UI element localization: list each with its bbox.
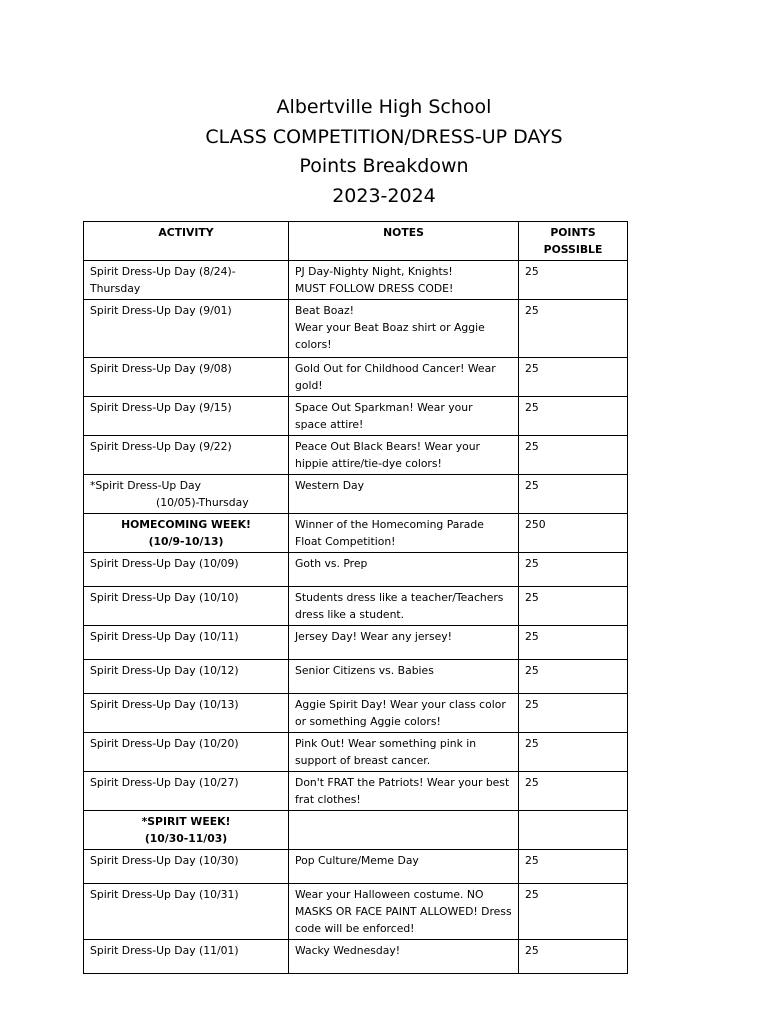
activity-text: Spirit Dress-Up Day (9/22) [90, 440, 232, 453]
notes-text: Peace Out Black Bears! Wear your [295, 440, 480, 453]
table-row [84, 733, 628, 772]
notes-cell [289, 475, 519, 514]
school-name: Albertville High School [276, 96, 492, 118]
points-cell: 25 [519, 884, 628, 940]
notes-text: Space Out Sparkman! Wear your [295, 401, 473, 414]
activity-cell [84, 553, 289, 587]
table-row [84, 397, 628, 436]
notes-text: Don't FRAT the Patriots! Wear your best [295, 776, 510, 789]
table-row [84, 300, 628, 358]
notes-cell [289, 514, 519, 553]
points-cell: 25 [519, 436, 628, 475]
notes-text: Goth vs. Prep [295, 557, 368, 570]
notes-text: Wear your Beat Boaz shirt or Aggie [295, 321, 485, 334]
notes-cell [289, 261, 519, 300]
notes-text: code will be enforced! [295, 922, 415, 935]
notes-text: Aggie Spirit Day! Wear your class color [295, 698, 506, 711]
table-header-row [84, 222, 628, 261]
points-table [83, 221, 628, 974]
notes-cell [289, 587, 519, 626]
points-cell: 25 [519, 300, 628, 358]
notes-text: Float Competition! [295, 535, 396, 548]
notes-cell [289, 626, 519, 660]
points-cell: 25 [519, 850, 628, 884]
header-activity: ACTIVITY [84, 222, 289, 261]
activity-cell [84, 850, 289, 884]
activity-text: Spirit Dress-Up Day (10/31) [90, 888, 239, 901]
points-cell: 25 [519, 475, 628, 514]
points-cell: 25 [519, 587, 628, 626]
activity-text: Spirit Dress-Up Day (10/11) [90, 630, 239, 643]
table-row [84, 694, 628, 733]
table-row [84, 660, 628, 694]
notes-cell [289, 358, 519, 397]
activity-text-continued: (10/30-11/03) [144, 832, 228, 845]
notes-text: MASKS OR FACE PAINT ALLOWED! Dress [295, 905, 512, 918]
table-row [84, 772, 628, 811]
activity-text: Spirit Dress-Up Day (11/01) [90, 944, 239, 957]
activity-text: Spirit Dress-Up Day (10/12) [90, 664, 239, 677]
activity-text: Spirit Dress-Up Day (10/27) [90, 776, 239, 789]
activity-cell [84, 940, 289, 974]
points-cell: 250 [519, 514, 628, 553]
notes-text: PJ Day-Nighty Night, Knights! [295, 265, 453, 278]
notes-text: space attire! [295, 418, 364, 431]
activity-cell [84, 884, 289, 940]
notes-cell [289, 733, 519, 772]
activity-text: Spirit Dress-Up Day (10/10) [90, 591, 239, 604]
header-points-line1: POINTS [550, 226, 596, 239]
table-row [84, 811, 628, 850]
points-cell: 25 [519, 733, 628, 772]
notes-cell [289, 660, 519, 694]
table-row [84, 850, 628, 884]
notes-text: frat clothes! [295, 793, 361, 806]
notes-text: Winner of the Homecoming Parade [295, 518, 484, 531]
points-cell: 25 [519, 261, 628, 300]
activity-text: Spirit Dress-Up Day (9/15) [90, 401, 232, 414]
notes-text: Western Day [295, 479, 365, 492]
activity-cell [84, 300, 289, 358]
notes-text: Students dress like a teacher/Teachers [295, 591, 504, 604]
notes-cell [289, 940, 519, 974]
activity-cell [84, 626, 289, 660]
notes-text: gold! [295, 379, 323, 392]
notes-text: Pop Culture/Meme Day [295, 854, 419, 867]
notes-cell [289, 694, 519, 733]
notes-cell [289, 884, 519, 940]
document-subtitle: Points Breakdown [299, 155, 469, 177]
notes-text: support of breast cancer. [295, 754, 431, 767]
notes-text: Wacky Wednesday! [295, 944, 401, 957]
header-points [519, 222, 628, 261]
points-cell: 25 [519, 940, 628, 974]
school-year: 2023-2024 [332, 184, 436, 207]
table-row [84, 884, 628, 940]
notes-text: Wear your Halloween costume. NO [295, 888, 484, 901]
notes-cell [289, 850, 519, 884]
header-notes: NOTES [289, 222, 519, 261]
notes-text: or something Aggie colors! [295, 715, 441, 728]
table-row [84, 475, 628, 514]
activity-text: Spirit Dress-Up Day (10/13) [90, 698, 239, 711]
activity-cell [84, 660, 289, 694]
activity-text: Spirit Dress-Up Day (9/08) [90, 362, 232, 375]
notes-cell [289, 811, 519, 850]
activity-text: Spirit Dress-Up Day (10/30) [90, 854, 239, 867]
notes-cell [289, 397, 519, 436]
notes-text: MUST FOLLOW DRESS CODE! [295, 282, 454, 295]
notes-cell [289, 772, 519, 811]
notes-text: Jersey Day! Wear any jersey! [295, 630, 452, 643]
notes-text: Pink Out! Wear something pink in [295, 737, 477, 750]
activity-cell [84, 358, 289, 397]
notes-cell [289, 436, 519, 475]
activity-cell [84, 772, 289, 811]
activity-text: *SPIRIT WEEK! [141, 815, 231, 828]
document-header [0, 93, 768, 211]
notes-text: Senior Citizens vs. Babies [295, 664, 434, 677]
table-row [84, 261, 628, 300]
table-row [84, 587, 628, 626]
activity-cell [84, 733, 289, 772]
activity-cell [84, 694, 289, 733]
header-points-line2: POSSIBLE [543, 243, 603, 256]
table-row [84, 358, 628, 397]
activity-text: Spirit Dress-Up Day (10/09) [90, 557, 239, 570]
activity-cell [84, 514, 289, 553]
table-row [84, 626, 628, 660]
activity-cell [84, 261, 289, 300]
document-title: CLASS COMPETITION/DRESS-UP DAYS [205, 125, 563, 148]
activity-cell [84, 811, 289, 850]
points-cell: 25 [519, 694, 628, 733]
activity-text: Spirit Dress-Up Day (8/24)-Thursday [90, 265, 236, 295]
activity-text-continued: (10/05)-Thursday [156, 496, 249, 509]
notes-text: Gold Out for Childhood Cancer! Wear [295, 362, 496, 375]
activity-text: *Spirit Dress-Up Day [90, 479, 202, 492]
activity-text: Spirit Dress-Up Day (10/20) [90, 737, 239, 750]
activity-cell [84, 475, 289, 514]
activity-text: HOMECOMING WEEK! [121, 518, 251, 531]
notes-text: Beat Boaz! [295, 304, 354, 317]
activity-cell [84, 397, 289, 436]
notes-cell [289, 553, 519, 587]
activity-cell [84, 587, 289, 626]
points-cell: 25 [519, 553, 628, 587]
points-cell: 25 [519, 397, 628, 436]
points-cell: 25 [519, 772, 628, 811]
points-cell [519, 811, 628, 850]
table-row [84, 514, 628, 553]
table-row [84, 553, 628, 587]
notes-cell [289, 300, 519, 358]
notes-text: hippie attire/tie-dye colors! [295, 457, 442, 470]
table-row [84, 940, 628, 974]
activity-cell [84, 436, 289, 475]
points-cell: 25 [519, 626, 628, 660]
activity-text-continued: (10/9-10/13) [148, 535, 224, 548]
table-row [84, 436, 628, 475]
notes-text: colors! [295, 338, 332, 351]
points-cell: 25 [519, 660, 628, 694]
notes-text: dress like a student. [295, 608, 405, 621]
activity-text: Spirit Dress-Up Day (9/01) [90, 304, 232, 317]
points-cell: 25 [519, 358, 628, 397]
